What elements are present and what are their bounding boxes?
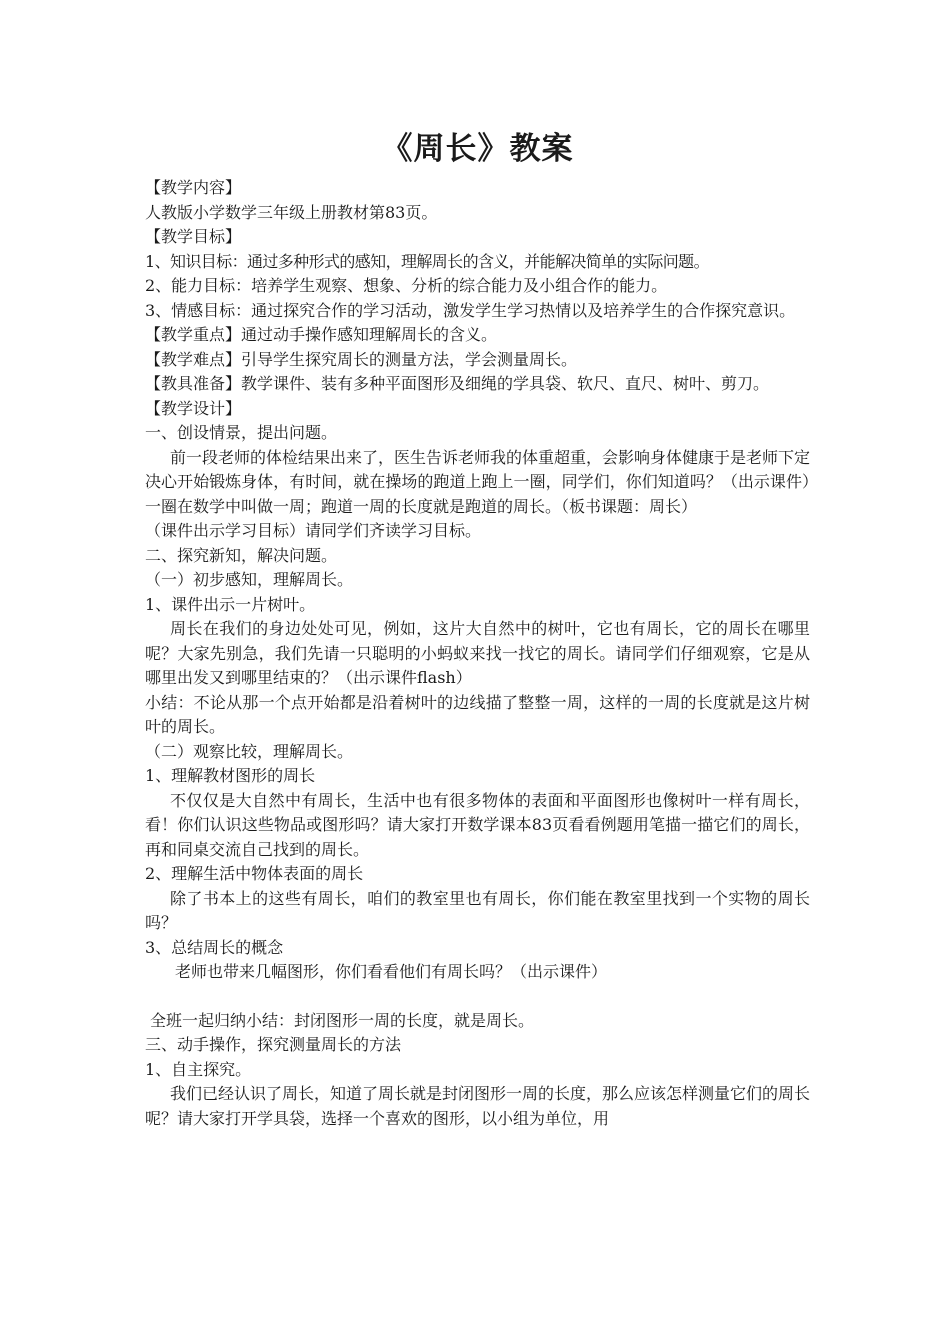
section2-sub2: （二）观察比较，理解周长。	[145, 741, 354, 761]
section1-paragraph: 前一段老师的体检结果出来了，医生告诉老师我的体重超重，会影响身体健康于是老师下定决心开始锻炼身体，有时间，就在操场的跑道上跑上一圈，同学们，你们知道吗？（出示课件）一圈在数学中叫做一周；跑道一周的长度就是跑道的周长。（板书课题：周长）	[145, 447, 811, 516]
section2-paragraph2: 不仅仅是大自然中有周长，生活中也有很多物体的表面和平面图形也像树叶一样有周长，看！你们认识这些物品或图形吗？请大家打开数学课本83页看看例题用笔描一描它们的周长，再和同桌交流自己找到的周长。	[145, 790, 810, 859]
section2-item2: 1、理解教材图形的周长	[145, 766, 316, 785]
document-title: 《周长》教案	[381, 131, 574, 167]
goal-emotion: 3、情感目标：通过探究合作的学习活动，激发学生学习热情以及培养学生的合作探究意识。	[145, 300, 796, 320]
section2-item3: 2、理解生活中物体表面的周长	[145, 864, 364, 883]
content-heading: 【教学内容】	[145, 178, 242, 197]
section2-heading: 二、探究新知，解决问题。	[145, 545, 338, 565]
section2-item4: 3、总结周长的概念	[145, 937, 284, 957]
section2-paragraph3: 除了书本上的这些有周长，咱们的教室里也有周长，你们能在教室里找到一个实物的周长吗？	[145, 888, 810, 932]
section1-heading: 一、创设情景，提出问题。	[145, 423, 338, 442]
difficulty: 【教学难点】引导学生探究周长的测量方法，学会测量周长。	[145, 349, 578, 369]
section1-note: （课件出示学习目标）请同学们齐读学习目标。	[145, 521, 482, 540]
blank-line	[145, 985, 810, 1009]
design-heading: 【教学设计】	[145, 398, 242, 418]
section2-paragraph4: 老师也带来几幅图形，你们看看他们有周长吗？（出示课件）	[175, 962, 608, 981]
section3-item1: 1、自主探究。	[145, 1059, 252, 1079]
content-text: 人教版小学数学三年级上册教材第83页。	[145, 202, 438, 222]
section2-paragraph1: 周长在我们的身边处处可见，例如，这片大自然中的树叶，它也有周长，它的周长在哪里呢？大家先别急，我们先请一只聪明的小蚂蚁来找一找它的周长。请同学们仔细观察，它是从哪里出发又到哪里结束的？（出示课件flash）	[145, 619, 810, 687]
goals-heading: 【教学目标】	[145, 227, 242, 246]
document-page	[145, 124, 810, 1131]
goal-knowledge: 1、知识目标：通过多种形式的感知，理解周长的含义，并能解决简单的实际问题。	[145, 251, 709, 271]
section2-conclusion: 全班一起归纳小结：封闭图形一周的长度，就是周长。	[150, 1010, 535, 1030]
materials: 【教具准备】教学课件、装有多种平面图形及细绳的学具袋、软尺、直尺、树叶、剪刀。	[145, 374, 770, 393]
section2-summary: 小结：不论从那一个点开始都是沿着树叶的边线描了整整一周，这样的一周的长度就是这片树叶的周长。	[145, 692, 810, 736]
section2-item1: 1、课件出示一片树叶。	[145, 594, 316, 614]
key-point: 【教学重点】通过动手操作感知理解周长的含义。	[145, 325, 498, 344]
section3-heading: 三、动手操作，探究测量周长的方法	[145, 1035, 402, 1054]
goal-ability: 2、能力目标：培养学生观察、想象、分析的综合能力及小组合作的能力。	[145, 276, 668, 295]
section2-sub1: （一）初步感知，理解周长。	[145, 570, 354, 589]
section3-paragraph1: 我们已经认识了周长，知道了周长就是封闭图形一周的长度，那么应该怎样测量它们的周长呢？请大家打开学具袋，选择一个喜欢的图形，以小组为单位，用	[145, 1084, 811, 1128]
